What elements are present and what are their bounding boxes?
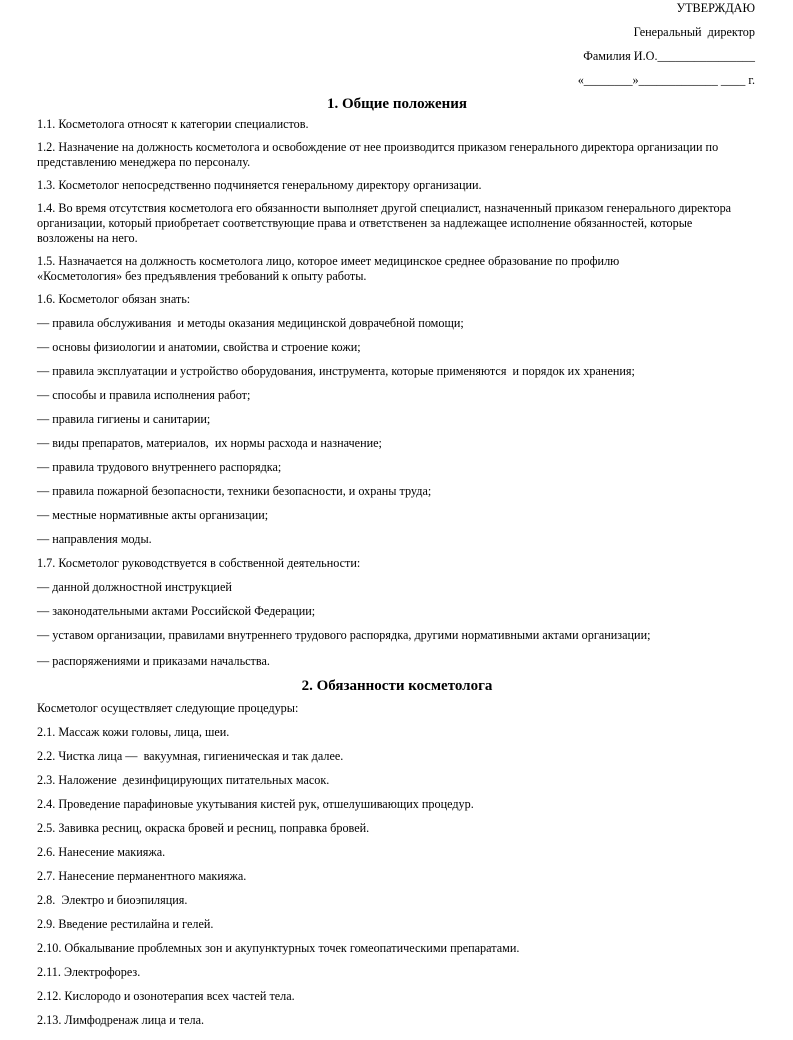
list-item: — законодательными актами Российской Федерации;	[37, 604, 316, 618]
clause-1-2: 1.2. Назначение на должность косметолога и освобождение от нее производится приказом генерального директора организации по представлению менеджера по персоналу.	[37, 140, 722, 169]
procedures-list	[37, 725, 757, 1028]
section-2-heading: 2. Обязанности косметолога	[301, 678, 493, 694]
list-item: 2.8. Электро и биоэпиляция.	[37, 893, 188, 907]
list-item: — данной должностной инструкцией	[37, 580, 232, 594]
list-item: 2.13. Лимфодренаж лица и тела.	[37, 1013, 205, 1027]
list-item: — правила гигиены и санитарии;	[37, 412, 211, 426]
section-1-heading: 1. Общие положения	[326, 96, 468, 112]
list-item: — основы физиологии и анатомии, свойства и строение кожи;	[37, 340, 361, 354]
list-item: — распоряжениями и приказами начальства.	[37, 654, 270, 668]
clause-1-4: 1.4. Во время отсутствия косметолога его обязанности выполняет другой специалист, назначенный приказом генерального директора организации, который приобретает соответствующие права и ответственен за надлежащее исполнение обязанностей, которые возложены на него.	[37, 201, 735, 245]
list-item: — способы и правила исполнения работ;	[37, 388, 251, 402]
list-item: 2.1. Массаж кожи головы, лица, шеи.	[37, 725, 230, 739]
list-item: 2.9. Введение рестилайна и гелей.	[37, 917, 214, 931]
list-item: 2.11. Электрофорез.	[37, 965, 141, 979]
list-item: 2.2. Чистка лица — вакуумная, гигиеническая и так далее.	[37, 749, 344, 763]
list-item: — направления моды.	[37, 532, 152, 546]
clause-1-5: 1.5. Назначается на должность косметолога лицо, которое имеет медицинское среднее образование по профилю «Косметология» без предъявления требований к опыту работы.	[37, 254, 623, 283]
list-item: 2.12. Кислородо и озонотерапия всех частей тела.	[37, 989, 295, 1003]
list-item: 2.3. Наложение дезинфицирующих питательных масок.	[37, 773, 330, 787]
knowledge-list	[37, 316, 757, 547]
list-item: — уставом организации, правилами внутреннего трудового распорядка, другими нормативными актами организации;	[37, 628, 651, 642]
list-item: — правила обслуживания и методы оказания медицинской доврачебной помощи;	[37, 316, 464, 330]
list-item: — виды препаратов, материалов, их нормы расхода и назначение;	[37, 436, 382, 450]
clause-1-6: 1.6. Косметолог обязан знать:	[37, 292, 191, 306]
list-item: — правила трудового внутреннего распорядка;	[37, 460, 282, 474]
list-item: 2.10. Обкалывание проблемных зон и акупунктурных точек гомеопатическими препаратами.	[37, 941, 520, 955]
document-body	[37, 94, 757, 1028]
section-2-intro: Косметолог осуществляет следующие процедуры:	[37, 701, 299, 715]
approval-title: УТВЕРЖДАЮ	[676, 1, 755, 15]
clause-1-1: 1.1. Косметолога относят к категории специалистов.	[37, 117, 309, 131]
list-item: — местные нормативные акты организации;	[37, 508, 269, 522]
list-item: 2.7. Нанесение перманентного макияжа.	[37, 869, 247, 883]
guidance-list	[37, 580, 757, 669]
approval-block	[578, 0, 755, 92]
list-item: — правила пожарной безопасности, техники безопасности, и охраны труда;	[37, 484, 432, 498]
approval-position: Генеральный директор	[633, 25, 755, 39]
approval-name-line: Фамилия И.О.________________	[583, 49, 755, 63]
list-item: 2.6. Нанесение макияжа.	[37, 845, 166, 859]
list-item: — правила эксплуатации и устройство оборудования, инструмента, которые применяются и порядок их хранения;	[37, 364, 635, 378]
clause-1-7: 1.7. Косметолог руководствуется в собственной деятельности:	[37, 556, 361, 570]
list-item: 2.5. Завивка ресниц, окраска бровей и ресниц, поправка бровей.	[37, 821, 370, 835]
approval-date-line: «________»_____________ ____ г.	[577, 73, 755, 87]
list-item: 2.4. Проведение парафиновые укутывания кистей рук, отшелушивающих процедур.	[37, 797, 474, 811]
clause-1-3: 1.3. Косметолог непосредственно подчиняется генеральному директору организации.	[37, 178, 482, 192]
